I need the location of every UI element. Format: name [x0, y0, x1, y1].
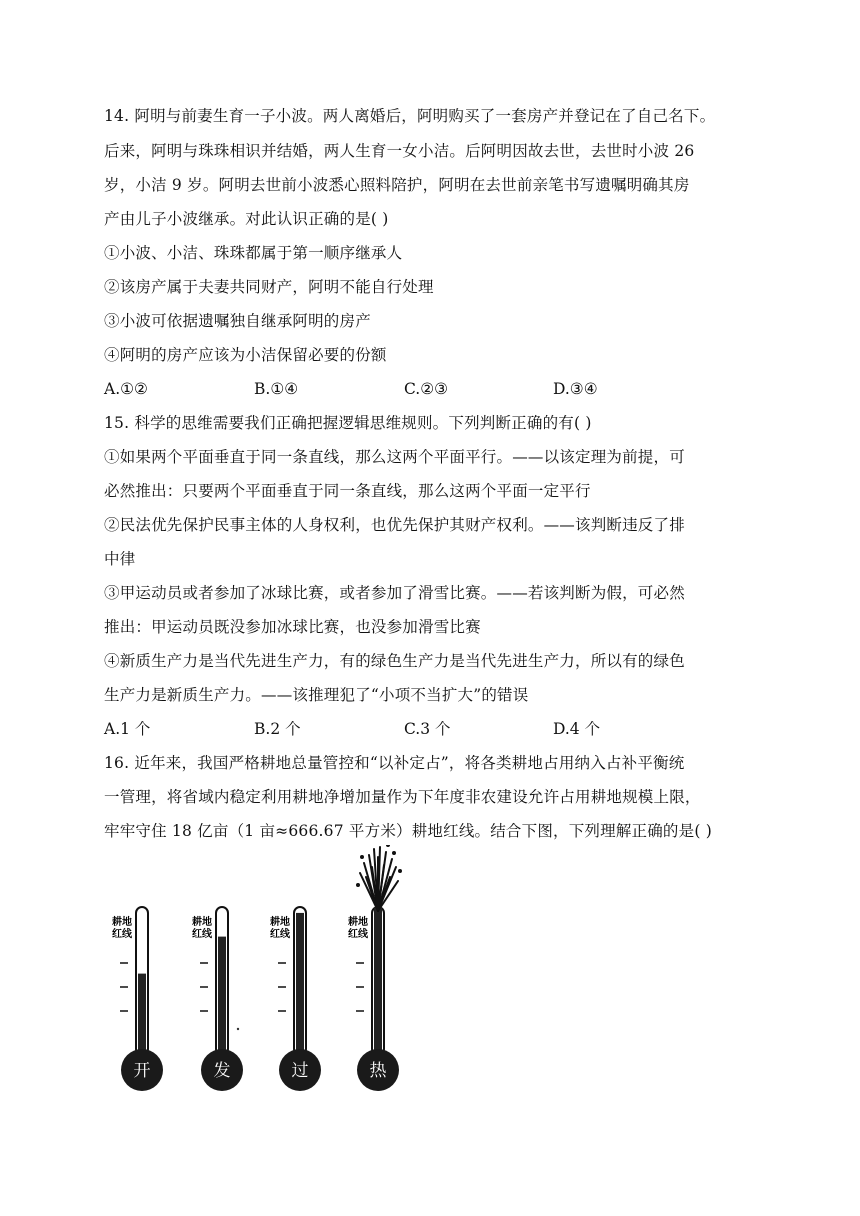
thermometer-fill — [374, 907, 382, 1055]
overflow-droplet — [356, 883, 360, 887]
overflow-droplet — [398, 869, 402, 873]
thermometer-illustration — [100, 845, 420, 1100]
thermometer-bulb-label: 开 — [133, 1061, 151, 1081]
q15-option-a[interactable]: A.1 个 — [104, 720, 151, 738]
q14-stem-line: 岁，小洁 9 岁。阿明去世前小波悉心照料陪护，阿明在去世前亲笔书写遗嘱明确其房 — [104, 176, 690, 194]
q14-option-d[interactable]: D.③④ — [553, 380, 598, 398]
thermometer-figure — [100, 845, 420, 1100]
scan-speck — [237, 1028, 239, 1030]
q15-option-d[interactable]: D.4 个 — [553, 720, 601, 738]
q16-stem-line: 牢牢守住 18 亿亩（1 亩≈666.67 平方米）耕地红线。结合下图，下列理解正确的是( ) — [104, 822, 712, 840]
red-line-label: 耕地 — [192, 917, 212, 928]
q15-statement-2-cont: 中律 — [104, 550, 136, 568]
q16-stem-line: 16. 近年来，我国严格耕地总量管控和“以补定占”，将各类耕地占用纳入占补平衡统 — [104, 754, 685, 772]
red-line-label: 红线 — [112, 929, 132, 940]
thermometer-bulb-label: 过 — [291, 1061, 309, 1081]
q14-statement-3: ③小波可依据遗嘱独自继承阿明的房产 — [104, 312, 371, 330]
q14-option-a[interactable]: A.①② — [104, 380, 148, 398]
q15-statement-4-cont: 生产力是新质生产力。——该推理犯了“小项不当扩大”的错误 — [104, 686, 529, 704]
thermometer-fill — [296, 913, 304, 1055]
thermometer-fill — [138, 974, 146, 1055]
red-line-label: 红线 — [192, 929, 212, 940]
q14-statement-4: ④阿明的房产应该为小洁保留必要的份额 — [104, 346, 387, 364]
q14-stem-line: 后来，阿明与珠珠相识并结婚，两人生育一女小洁。后阿明因故去世，去世时小波 26 — [104, 142, 695, 160]
q15-statement-2: ②民法优先保护民事主体的人身权利，也优先保护其财产权利。——该判断违反了排 — [104, 516, 685, 534]
q14-statement-2: ②该房产属于夫妻共同财产，阿明不能自行处理 — [104, 278, 434, 296]
overflow-droplet — [360, 855, 364, 859]
q15-statement-4: ④新质生产力是当代先进生产力，有的绿色生产力是当代先进生产力，所以有的绿色 — [104, 652, 685, 670]
overflow-droplet — [392, 851, 396, 855]
q14-stem-line: 产由儿子小波继承。对此认识正确的是( ) — [104, 210, 389, 228]
q15-option-b[interactable]: B.2 个 — [254, 720, 301, 738]
q14-option-c[interactable]: C.②③ — [404, 380, 449, 398]
q16-stem-line: 一管理，将省域内稳定利用耕地净增加量作为下年度非农建设允许占用耕地规模上限， — [104, 788, 701, 806]
overflow-droplet — [386, 845, 390, 847]
q15-statement-3-cont: 推出：甲运动员既没参加冰球比赛，也没参加滑雪比赛 — [104, 618, 481, 636]
q15-option-c[interactable]: C.3 个 — [404, 720, 451, 738]
q15-statement-1: ①如果两个平面垂直于同一条直线，那么这两个平面平行。——以该定理为前提，可 — [104, 448, 685, 466]
q15-stem-line: 15. 科学的思维需要我们正确把握逻辑思维规则。下列判断正确的有( ) — [104, 414, 592, 432]
thermometer-bulb-label: 发 — [213, 1061, 231, 1081]
red-line-label: 耕地 — [112, 917, 132, 928]
thermometer-fill — [218, 937, 226, 1055]
q15-statement-3: ③甲运动员或者参加了冰球比赛，或者参加了滑雪比赛。——若该判断为假，可必然 — [104, 584, 685, 602]
q14-option-b[interactable]: B.①④ — [254, 380, 299, 398]
q14-statement-1: ①小波、小洁、珠珠都属于第一顺序继承人 — [104, 244, 403, 262]
red-line-label: 耕地 — [270, 917, 290, 928]
red-line-label: 红线 — [348, 929, 368, 940]
thermometer-bulb-label: 热 — [369, 1061, 387, 1081]
q14-stem-line: 14. 阿明与前妻生育一子小波。两人离婚后，阿明购买了一套房产并登记在了自己名下。 — [104, 107, 716, 125]
q15-statement-1-cont: 必然推出：只要两个平面垂直于同一条直线，那么这两个平面一定平行 — [104, 482, 591, 500]
red-line-label: 耕地 — [348, 917, 368, 928]
red-line-label: 红线 — [270, 929, 290, 940]
